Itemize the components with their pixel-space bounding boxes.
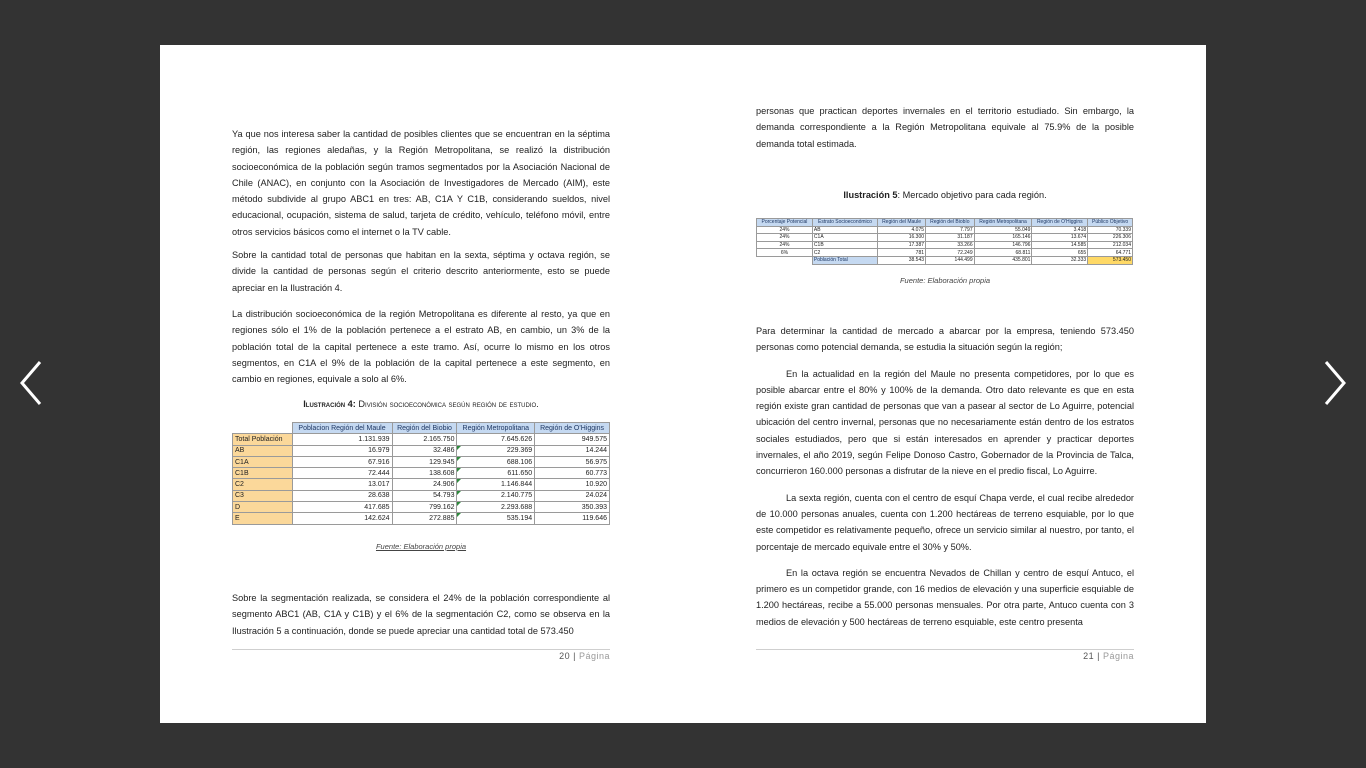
previous-page-button[interactable]	[16, 358, 46, 408]
table-cell: 129.945	[392, 456, 457, 467]
table-cell: 55.049	[974, 226, 1032, 234]
row-label: C1B	[233, 468, 293, 479]
table-corner	[233, 423, 293, 434]
left-page-body-end	[232, 590, 610, 639]
table-cell: 1.146.844	[457, 479, 535, 490]
table-cell: 688.106	[457, 456, 535, 467]
column-header: Porcentaje Potencial	[757, 219, 813, 227]
table-cell: 2.165.750	[392, 434, 457, 445]
table-cell: 573.450	[1088, 256, 1133, 264]
table-cell: 13.674	[1032, 234, 1088, 242]
column-header: Público Objetivo	[1088, 219, 1133, 227]
column-header: Región de O'Higgins	[1032, 219, 1088, 227]
table-row	[233, 490, 610, 501]
table-cell: 7.797	[926, 226, 975, 234]
table-cell: 16.979	[292, 445, 392, 456]
table-cell: 165.146	[974, 234, 1032, 242]
table-cell: 72.444	[292, 468, 392, 479]
table-cell: 38.543	[878, 256, 926, 264]
table-cell: 2.140.775	[457, 490, 535, 501]
table-cell: 28.638	[292, 490, 392, 501]
figure-label: Ilustración 4:	[303, 399, 356, 409]
table-row	[233, 445, 610, 456]
table-cell: 70.339	[1088, 226, 1133, 234]
table-cell: 24%	[757, 241, 813, 249]
cell-warning-marker	[457, 468, 461, 472]
table-cell: 33.266	[926, 241, 975, 249]
table-header-row	[757, 219, 1133, 227]
chevron-right-icon	[1320, 358, 1350, 408]
table-cell: 4.075	[878, 226, 926, 234]
table-cell: 138.608	[392, 468, 457, 479]
table-cell: 32.333	[1032, 256, 1088, 264]
table-cell: C1A	[812, 234, 877, 242]
total-label: Población Total	[812, 256, 877, 264]
left-page-body	[232, 126, 610, 387]
table-cell: 16.300	[878, 234, 926, 242]
paragraph: Sobre la segmentación realizada, se considera el 24% de la población correspondiente al segmento ABC1 (AB, C1A y C1B) y el 6% de la segmentación C2, como se observa en la Ilustración 5 a continuación, donde se puede apreciar una cantidad total de 573.450	[232, 593, 610, 636]
document-spread	[160, 45, 1206, 723]
table-cell: 14.244	[535, 445, 610, 456]
row-label: D	[233, 502, 293, 513]
table-row	[757, 241, 1133, 249]
table-cell: 229.369	[457, 445, 535, 456]
table-cell: 212.034	[1088, 241, 1133, 249]
table-cell: 24.024	[535, 490, 610, 501]
page-word: Página	[578, 651, 610, 661]
row-label: C3	[233, 490, 293, 501]
paragraph: personas que practican deportes invernales en el territorio estudiado. Sin embargo, la demanda correspondiente a la Región Metropolitana equivale al 75.9% de la posible demanda total estimada.	[756, 106, 1134, 149]
figure-4-caption	[232, 399, 610, 409]
cell-warning-marker	[457, 502, 461, 506]
figure-title: División socioeconómica según región de estudio.	[358, 399, 539, 409]
paragraph: Para determinar la cantidad de mercado a abarcar por la empresa, teniendo 573.450 personas como potencial demanda, se estudia la situación según la región;	[756, 326, 1134, 353]
table-cell: 17.387	[878, 241, 926, 249]
paragraph: La sexta región, cuenta con el centro de esquí Chapa verde, el cual recibe alrededor de 10.000 personas anuales, cuenta con 1.200 hectáreas de terreno esquiable, por lo que este competidor es relativamente pequeño, ofrece un servicio similar al nuestro, por tanto, el porcentaje de mercado equivale entre el 30% y 50%.	[756, 492, 1134, 552]
table-cell: 10.920	[535, 479, 610, 490]
figure-5-caption	[756, 190, 1134, 200]
cell-warning-marker	[457, 491, 461, 495]
table-row	[757, 249, 1133, 257]
table-cell: 1.131.939	[292, 434, 392, 445]
column-header: Región Metropolitana	[457, 423, 535, 434]
table-row	[233, 513, 610, 524]
column-header: Región del Maule	[878, 219, 926, 227]
table-cell: AB	[812, 226, 877, 234]
table-cell: 31.187	[926, 234, 975, 242]
footer-rule	[232, 649, 610, 650]
table-cell: 24%	[757, 226, 813, 234]
row-label: C2	[233, 479, 293, 490]
table-row	[233, 479, 610, 490]
paragraph: Sobre la cantidad total de personas que habitan en la sexta, séptima y octava región, se divide la cantidad de personas según el criterio descrito anteriormente, esto se puede apreciar en la Ilustración 4.	[232, 250, 610, 293]
target-market-table	[756, 218, 1133, 265]
cell-warning-marker	[457, 479, 461, 483]
cell-warning-marker	[457, 513, 461, 517]
table-cell: 60.773	[535, 468, 610, 479]
footer-rule	[756, 649, 1134, 650]
table-cell: 7.645.626	[457, 434, 535, 445]
table-cell: 67.916	[292, 456, 392, 467]
paragraph: En la actualidad en la región del Maule no presenta competidores, por lo que es posible abarcar entre el 80% y 100% de la demanda. Otro dato relevante es que en esta región existe gran cantidad de personas que van a pasear al sector de Lo Aguirre, potencial ubicación del centro invernal, personas que no necesariamente están dentro de los estratos sociales estudiados, pero que si están interesados en aprender y practicar deportes invernales, el año 2019, según Felipe Donoso Castro, Gobernador de la Provincia de Talca, concurrieron 160.000 personas a disfrutar de la nieve en el predio fiscal, Lo Aguirre.	[756, 368, 1134, 477]
table-cell: C2	[812, 249, 877, 257]
chevron-left-icon	[16, 358, 46, 408]
paragraph: La distribución socioeconómica de la región Metropolitana es diferente al resto, ya que en regiones sólo el 1% de la población pertenece a el estrato AB, en cambio, un 3% de la población total de la capital pertenece a este tramo. Así, ocurre lo mismo en los otros segmentos, en C1A el 9% de la población de la capital pertenece a este segmento, en cambio en regiones, equivale a solo al 6%.	[232, 308, 610, 385]
table-cell: 435.801	[974, 256, 1032, 264]
table-cell: 68.811	[974, 249, 1032, 257]
table-cell: 24.906	[392, 479, 457, 490]
page-footer: 20 | Página	[559, 651, 610, 661]
page-footer: 21 | Página	[1083, 651, 1134, 661]
table-cell: 14.585	[1032, 241, 1088, 249]
paragraph: Ya que nos interesa saber la cantidad de posibles clientes que se encuentran en la séptima región, las regiones aledañas, y la Región Metropolitana, se realizó la distribución socioeconómica de la población según tramos segmentados por la Asociación Nacional de Chile (ANAC), en conjunto con la Asociación de Investigadores de Mercado (AIM), este método subdivide al grupo ABC1 en tres: AB, C1A Y C1B, considerando sueldos, nivel educacional, ocupación, sistema de salud, tarjeta de crédito, vehículo, teléfono móvil, entre otros servicios básicos como el internet o la TV cable.	[232, 129, 610, 237]
right-page-body	[756, 323, 1134, 630]
table-cell: C1B	[812, 241, 877, 249]
table-row	[233, 468, 610, 479]
table-cell: 226.306	[1088, 234, 1133, 242]
figure-4-source: Fuente: Elaboración propia	[375, 542, 467, 551]
table-cell: 64.771	[1088, 249, 1133, 257]
next-page-button[interactable]	[1320, 358, 1350, 408]
column-header: Región del Biobío	[926, 219, 975, 227]
page-number: 21	[1083, 651, 1095, 661]
figure-5-source: Fuente: Elaboración propia	[899, 276, 991, 285]
table-cell: 56.975	[535, 456, 610, 467]
table-cell: 142.624	[292, 513, 392, 524]
table-cell: 72.249	[926, 249, 975, 257]
page-word: Página	[1102, 651, 1134, 661]
page-number: 20	[559, 651, 571, 661]
table-row	[233, 434, 610, 445]
table-row	[757, 234, 1133, 242]
row-label: Total Población	[233, 434, 293, 445]
cell-warning-marker	[457, 446, 461, 450]
figure-title: : Mercado objetivo para cada región.	[897, 190, 1047, 200]
figure-label: Ilustración 5	[843, 190, 898, 200]
table-row	[233, 502, 610, 513]
row-label: E	[233, 513, 293, 524]
row-label: AB	[233, 445, 293, 456]
right-page-body-top	[756, 103, 1134, 152]
column-header: Estrato Socioeconómico	[812, 219, 877, 227]
table-header-row	[233, 423, 610, 434]
table-cell: 146.796	[974, 241, 1032, 249]
table-row	[233, 456, 610, 467]
table-cell: 949.575	[535, 434, 610, 445]
column-header: Región de O'Higgins	[535, 423, 610, 434]
table-cell: 13.017	[292, 479, 392, 490]
table-cell: 119.646	[535, 513, 610, 524]
cell-warning-marker	[457, 457, 461, 461]
table-cell: 32.486	[392, 445, 457, 456]
table-cell: 24%	[757, 234, 813, 242]
table-cell: 3.418	[1032, 226, 1088, 234]
table-row	[757, 226, 1133, 234]
table-cell: 799.162	[392, 502, 457, 513]
socioeconomic-table	[232, 422, 610, 525]
table-cell: 350.393	[535, 502, 610, 513]
column-header: Región del Biobio	[392, 423, 457, 434]
table-cell: 781	[878, 249, 926, 257]
paragraph: En la octava región se encuentra Nevados de Chillan y centro de esquí Antuco, el primero es un competidor grande, con 16 medios de elevación y una superficie esquiable de 1.200 hectáreas, recibe a 55.000 personas mensuales. Por otra parte, Antuco cuenta con 3 medios de elevación y 500 hectáreas de terreno esquiable, este centro presenta	[756, 567, 1134, 627]
table-cell: 417.685	[292, 502, 392, 513]
column-header: Poblacion Región del Maule	[292, 423, 392, 434]
row-label: C1A	[233, 456, 293, 467]
table-cell: 535.194	[457, 513, 535, 524]
table-cell: 144.499	[926, 256, 975, 264]
table-cell: 611.650	[457, 468, 535, 479]
table-cell: 54.793	[392, 490, 457, 501]
table-cell: 655	[1032, 249, 1088, 257]
column-header: Región Metropolitana	[974, 219, 1032, 227]
table-cell	[757, 256, 813, 264]
table-total-row	[757, 256, 1133, 264]
table-cell: 272.885	[392, 513, 457, 524]
table-cell: 2.293.688	[457, 502, 535, 513]
table-cell: 6%	[757, 249, 813, 257]
